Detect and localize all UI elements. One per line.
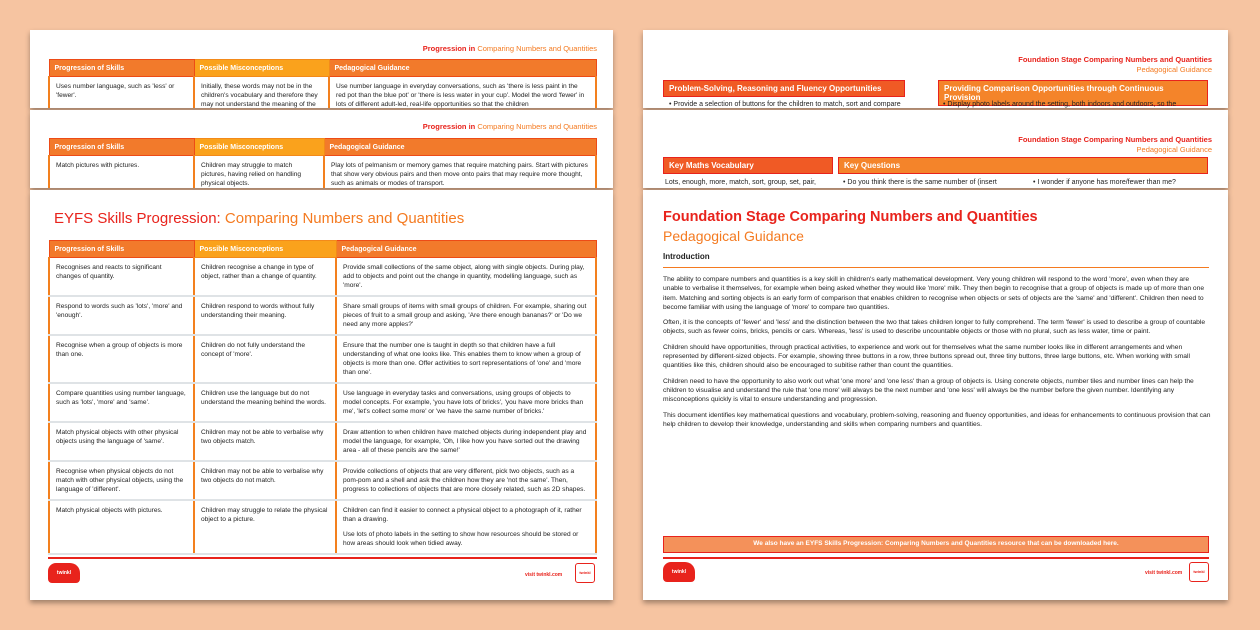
page-subtitle: Pedagogical Guidance <box>663 228 804 244</box>
section-header: Key Questions <box>838 157 1208 174</box>
cell: Play lots of pelmanism or memory games that require matching pairs. Start with pictures that show very obvious pairs and then move onto pairs that may require more thought, such as animals or modes of transport. <box>324 156 596 189</box>
paragraph: The ability to compare numbers and quantities is a key skill in children's early mathematical development. Very young children will respond to the word 'more', even when they are unable to verbalise it themselves, for example when being asked whether they would like 'more' milk. They then begin to recognise that a group of objects is made up of more than one item. Matching and sorting objects is an early form of comparison that enables children to recognise when objects or sets of objects are the 'same' and 'different'. Children then need to become familiar with using the language of 'more' to compare two quantities. <box>663 276 1205 311</box>
download-banner-link[interactable]: We also have an EYFS Skills Progression: Comparing Numbers and Quantities resource that can be downloaded here. <box>663 536 1209 553</box>
paragraph: This document identifies key mathematical questions and vocabulary, problem-solving, reasoning and fluency opportunities, and ideas for enhancements to continuous provision that can help children to develop their knowledge, understanding and skills when comparing numbers and quantities. <box>663 411 1211 428</box>
page-title: Foundation Stage Comparing Numbers and Quantities <box>663 209 1038 225</box>
front-page-left <box>30 190 613 600</box>
cell <box>194 383 336 422</box>
cell <box>194 335 336 383</box>
twinkl-logo: twinkl <box>575 563 595 583</box>
section-heading: Introduction <box>663 252 710 261</box>
table-row <box>49 422 596 461</box>
back-page-left-1 <box>30 30 613 108</box>
cell-text: Children may struggle to relate the physical object to a picture. <box>201 507 328 523</box>
cell <box>194 258 336 297</box>
cell <box>336 422 596 461</box>
cell <box>49 461 194 500</box>
cell-text: Children can find it easier to connect a physical object to a photograph of it, rather than a drawing. <box>343 507 582 523</box>
table-row <box>49 383 596 422</box>
twinkl-foundations-logo: twinkl foundations <box>48 563 80 583</box>
twinkl-logo: twinkl <box>1189 562 1209 582</box>
cell-text: Children may not be able to verbalise why two objects do not match. <box>201 468 324 484</box>
col-header: Progression of Skills <box>49 60 194 77</box>
section-header: Key Maths Vocabulary <box>663 157 833 174</box>
skills-table <box>48 138 597 188</box>
cell <box>194 461 336 500</box>
table-row <box>49 500 596 554</box>
bullet: • Provide a selection of buttons for the children to match, sort and compare <box>669 101 901 108</box>
col-header: Pedagogical Guidance <box>324 139 596 156</box>
running-head: Foundation Stage Comparing Numbers and Quantities Pedagogical Guidance <box>1018 55 1212 74</box>
cell <box>336 383 596 422</box>
cell <box>49 296 194 335</box>
introduction-text <box>663 275 1211 435</box>
cell <box>336 296 596 335</box>
running-head: Foundation Stage Comparing Numbers and Quantities Pedagogical Guidance <box>1018 135 1212 154</box>
front-page-right <box>643 190 1228 600</box>
table-row <box>49 296 596 335</box>
cell: Uses number language, such as 'less' or 'fewer'. <box>49 77 194 109</box>
bullet: • Do you think there is the same number of (insert <box>843 179 997 186</box>
skills-table <box>48 240 597 555</box>
table-row <box>49 258 596 297</box>
vocabulary: Lots, enough, more, match, sort, group, set, pair, <box>665 179 816 186</box>
table-row <box>49 461 596 500</box>
cell-text: Children recognise a change in type of object, rather than a change of quantity. <box>201 264 317 280</box>
cell-text: Match physical objects with pictures. <box>56 507 163 514</box>
cell-text: Share small groups of items with small groups of children. For example, sharing out pieces of fruit to a small group and asking, 'Are there enough bananas?' or 'Do we need any more apples?' <box>343 303 587 328</box>
bullet: • Display photo labels around the setting, both indoors and outdoors, so the <box>943 101 1177 108</box>
col-header: Progression of Skills <box>49 241 194 258</box>
cell: Match pictures with pictures. <box>49 156 194 189</box>
footer-divider <box>48 557 597 559</box>
cell-text: Respond to words such as 'lots', 'more' and 'enough'. <box>56 303 183 319</box>
section-divider <box>663 267 1209 268</box>
paragraph: Children should have opportunities, through practical activities, to experience and work out for themselves what the same number looks like in different arrangements and when represented by different-sized objects. For example, showing three buttons in a row, three buttons spread out, three tiny buttons, three large buttons, etc. When working with small quantities like this, children should also be encouraged to subitise rather than count the quantities. <box>663 343 1190 370</box>
col-header: Possible Misconceptions <box>194 60 329 77</box>
cell-text: Draw attention to when children have matched objects during independent play and model the language, for example, 'Oh, I like how you have sorted out the drawing area - all of these pencils are the same!' <box>343 429 587 454</box>
cell <box>336 258 596 297</box>
cell <box>49 383 194 422</box>
cell-text: Children use the language but do not understand the meaning behind the words. <box>201 390 327 406</box>
cell-text: Children respond to words without fully understanding their meaning. <box>201 303 315 319</box>
cell <box>194 500 336 554</box>
cell-text: Use lots of photo labels in the setting to show how resources should be stored or how areas should look when tidied away. <box>343 531 579 547</box>
section-header: Problem-Solving, Reasoning and Fluency Opportunities <box>663 80 905 97</box>
cell-text: Recognise when physical objects do not match with other physical objects, using the language of 'different'. <box>56 468 184 493</box>
bullet: • I wonder if anyone has more/fewer than me? <box>1033 179 1176 186</box>
cell-text: Compare quantities using number language, such as 'lots', 'more' and 'same'. <box>56 390 186 406</box>
back-page-left-2 <box>30 110 613 188</box>
back-page-right-1 <box>643 30 1228 108</box>
cell: Use number language in everyday conversations, such as 'there is less paint in the red pot than the blue pot' or 'there is less water in your cup'. Model the word 'fewer' in lots of different adult-led, real-life opportunities so that the children <box>329 77 596 109</box>
paragraph: Often, it is the concepts of 'fewer' and 'less' and the distinction between the two that takes children longer to fully comprehend. The term 'fewer' is used to describe a group of countable objects, such as fewer coins, bricks, pencils or cars. Whereas, 'less' is used to describe uncountable objects or those with no plural, such as less water, time or paint. <box>663 319 1206 336</box>
twinkl-foundations-logo: twinkl foundations <box>663 562 695 582</box>
cell <box>49 500 194 554</box>
cell <box>194 296 336 335</box>
cell: Children may struggle to match pictures, having relied on handling physical objects. <box>194 156 324 189</box>
running-head: Progression in Comparing Numbers and Quantities <box>422 44 597 53</box>
table-row <box>49 335 596 383</box>
back-page-right-2 <box>643 110 1228 188</box>
cell <box>49 258 194 297</box>
cell <box>336 335 596 383</box>
cell-text: Match physical objects with other physical objects using the language of 'same'. <box>56 429 179 445</box>
cell-text: Recognise when a group of objects is more than one. <box>56 342 183 358</box>
col-header: Progression of Skills <box>49 139 194 156</box>
visit-link[interactable]: visit twinkl.com <box>525 572 563 578</box>
cell <box>49 422 194 461</box>
visit-link[interactable]: visit twinkl.com <box>1145 570 1183 576</box>
page-title: EYFS Skills Progression: Comparing Numbers and Quantities <box>54 210 465 227</box>
cell-text: Ensure that the number one is taught in depth so that children have a full understanding of what one looks like. This enables them to know when a group of objects is more than one. Offer activities to sort representations of 'one' and 'more than one'. <box>343 342 582 376</box>
cell-text: Provide collections of objects that are very different, pick two objects, such as a pom-pom and a shell and ask the children how they are 'not the same'. Then, progress to collections of objects that are more closely related, such as 2D shapes. <box>343 468 586 493</box>
cell-text: Children do not fully understand the concept of 'more'. <box>201 342 306 358</box>
cell <box>336 500 596 554</box>
col-header: Possible Misconceptions <box>194 139 324 156</box>
cell-text: Use language in everyday tasks and conversations, using groups of objects to model concepts. For example, 'you have lots of bricks', 'you have more bricks than me', 'let's collect some more' or 'we have the same number of bricks.' <box>343 390 584 415</box>
cell <box>336 461 596 500</box>
cell: Initially, these words may not be in the children's vocabulary and therefore they may not understand the meaning of the <box>194 77 329 109</box>
col-header: Possible Misconceptions <box>194 241 336 258</box>
paragraph: Children need to have the opportunity to also work out what 'one more' and 'one less' than a group of objects is. Using concrete objects, number tiles and number lines can help the children to visualise and understand the rule that 'one more' will always be the next number and 'one less' will always be the number before the given number. Identifying any misconceptions quickly is vital to ensure understanding and progression. <box>663 377 1194 404</box>
running-head: Progression in Comparing Numbers and Quantities <box>422 122 597 131</box>
section-header: Providing Comparison Opportunities through Continuous Provision <box>938 80 1208 106</box>
cell <box>49 335 194 383</box>
col-header: Pedagogical Guidance <box>336 241 596 258</box>
cell-text: Children may not be able to verbalise why two objects match. <box>201 429 324 445</box>
skills-table <box>48 59 597 108</box>
col-header: Pedagogical Guidance <box>329 60 596 77</box>
cell <box>194 422 336 461</box>
cell-text: Recognises and reacts to significant changes of quantity. <box>56 264 162 280</box>
cell-text: Provide small collections of the same object, along with single objects. During play, add to objects and point out the change in quantity, modelling language, such as 'more'. <box>343 264 585 289</box>
footer-divider <box>663 557 1209 559</box>
